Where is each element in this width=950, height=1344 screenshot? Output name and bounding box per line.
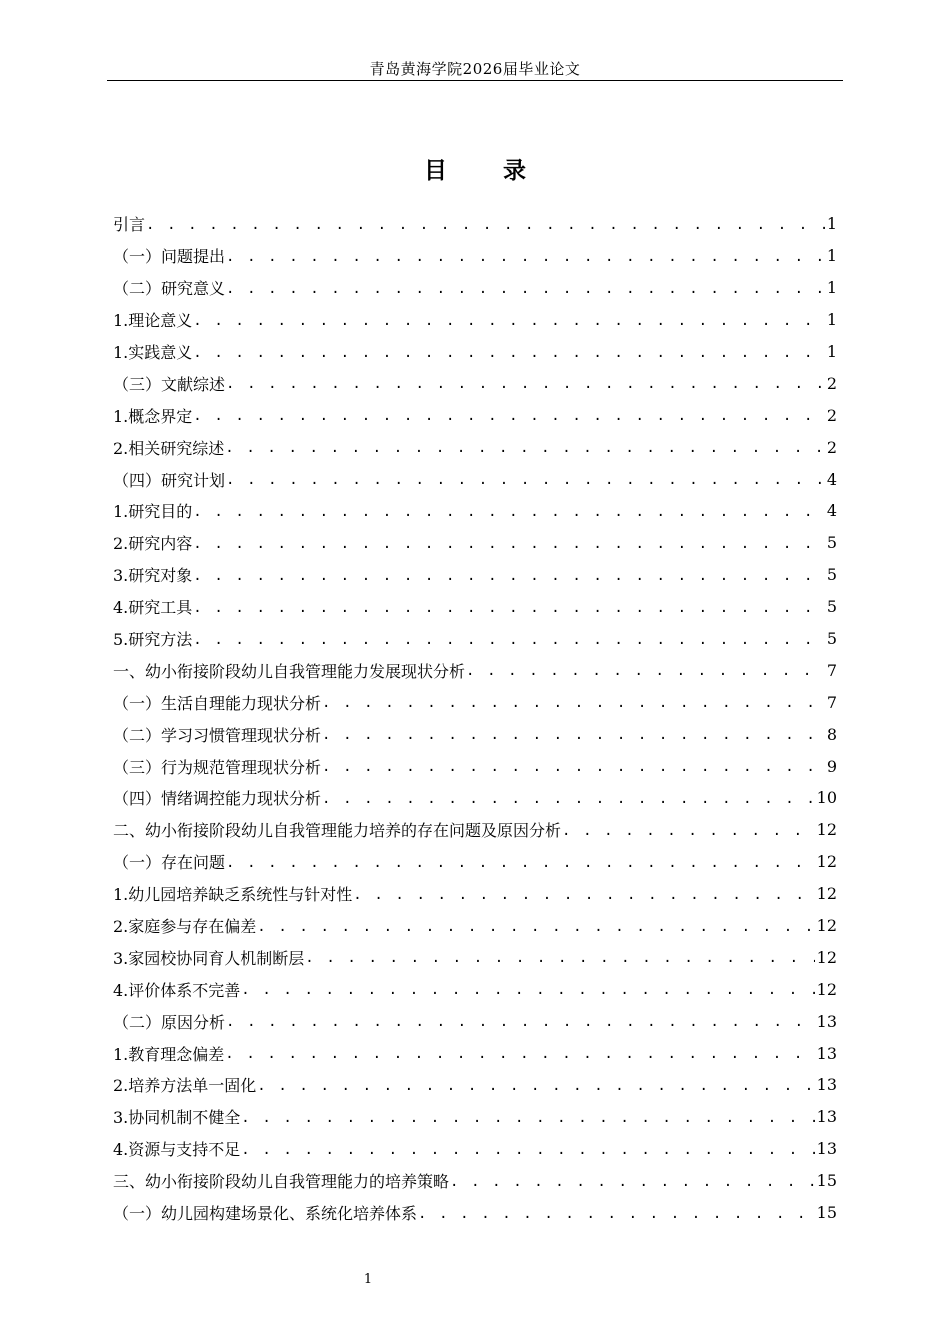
- toc-entry-label: 4.评价体系不完善: [113, 980, 241, 1000]
- toc-entry[interactable]: [113, 941, 837, 973]
- toc-entry-page: 1: [826, 342, 837, 361]
- toc-entry[interactable]: [113, 654, 837, 686]
- toc-entry[interactable]: [113, 973, 837, 1005]
- toc-entry-page: 13: [816, 1075, 837, 1095]
- toc-entry[interactable]: [113, 527, 837, 559]
- toc-entry[interactable]: [113, 846, 837, 878]
- toc-entry-page: 12: [816, 884, 837, 904]
- toc-dot-leader: [417, 1206, 815, 1222]
- toc-entry-page: 2: [826, 405, 837, 425]
- toc-entry-label: 2.相关研究综述: [113, 438, 225, 458]
- toc-entry-page: 2: [826, 373, 837, 393]
- toc-entry[interactable]: [113, 272, 837, 304]
- toc-entry-label: 2.培养方法单一固化: [113, 1076, 257, 1096]
- toc-entry-page: 13: [816, 1107, 837, 1127]
- toc-entry-page: 10: [816, 788, 837, 808]
- toc-entry-page: 5: [826, 533, 837, 553]
- toc-entry[interactable]: [113, 878, 837, 910]
- toc-dot-leader: [561, 823, 815, 839]
- toc-dot-leader: [465, 663, 825, 679]
- toc-entry-label: 1.研究目的: [113, 502, 193, 522]
- toc-dot-leader: [225, 472, 825, 488]
- toc-entry[interactable]: [113, 559, 837, 591]
- toc-dot-leader: [240, 1110, 814, 1126]
- toc-entry-label: 4.研究工具: [113, 598, 193, 618]
- toc-entry[interactable]: [113, 240, 837, 272]
- toc-entry-label: 引言: [113, 215, 146, 235]
- toc-entry-label: （三）行为规范管理现状分析: [113, 757, 322, 777]
- toc-entry[interactable]: [113, 591, 837, 623]
- toc-entry[interactable]: [113, 1069, 837, 1101]
- toc-entry-label: 1.幼儿园培养缺乏系统性与针对性: [113, 885, 353, 905]
- toc-dot-leader: [192, 313, 825, 329]
- toc-dot-leader: [225, 281, 825, 297]
- toc-entry-page: 1: [826, 214, 837, 234]
- toc-entry-label: （四）情绪调控能力现状分析: [113, 789, 322, 809]
- toc-entry-label: 3.研究对象: [113, 566, 193, 586]
- toc-entry[interactable]: [113, 623, 837, 655]
- toc-entry-label: （一）生活自理能力现状分析: [113, 693, 322, 713]
- toc-entry-page: 2: [826, 437, 837, 457]
- toc-entry-page: 13: [816, 1011, 837, 1031]
- toc-entry-page: 13: [816, 1139, 837, 1159]
- toc-entry-page: 5: [826, 629, 837, 649]
- toc-entry[interactable]: [113, 1005, 837, 1037]
- toc-entry[interactable]: [113, 495, 837, 527]
- toc-entry[interactable]: [113, 814, 837, 846]
- toc-entry[interactable]: [113, 304, 837, 336]
- toc-entry[interactable]: [113, 463, 837, 495]
- toc-entry-label: （一）存在问题: [113, 853, 226, 873]
- toc-entry-label: 1.理论意义: [113, 311, 193, 331]
- toc-entry-page: 15: [816, 1203, 837, 1223]
- toc-dot-leader: [321, 695, 825, 711]
- toc-dot-leader: [352, 887, 814, 903]
- toc-entry[interactable]: [113, 399, 837, 431]
- toc-dot-leader: [145, 217, 825, 233]
- toc-entry[interactable]: [113, 208, 837, 240]
- toc-dot-leader: [304, 950, 814, 966]
- toc-entry-label: 1.概念界定: [113, 406, 193, 426]
- toc-dot-leader: [240, 1142, 814, 1158]
- toc-entry-page: 15: [816, 1171, 837, 1191]
- toc-dot-leader: [225, 249, 825, 265]
- page-number: 1: [363, 1272, 373, 1287]
- toc-dot-leader: [225, 855, 815, 871]
- toc-entry-label: 3.家园校协同育人机制断层: [113, 948, 305, 968]
- toc-entry-page: 7: [826, 660, 837, 680]
- toc-dot-leader: [449, 1174, 815, 1190]
- toc-dot-leader: [192, 632, 825, 648]
- toc-entry-label: （二）学习习惯管理现状分析: [113, 725, 322, 745]
- toc-dot-leader: [321, 791, 815, 807]
- toc-title: 目 录: [423, 158, 550, 184]
- toc-entry-page: 1: [826, 310, 837, 330]
- toc-entry-page: 8: [826, 724, 837, 744]
- toc-entry-label: （一）幼儿园构建场景化、系统化培养体系: [113, 1204, 418, 1224]
- toc-entry-page: 5: [826, 565, 837, 585]
- toc-dot-leader: [192, 600, 825, 616]
- toc-entry-label: 2.研究内容: [113, 534, 193, 554]
- toc-entry-label: （二）原因分析: [113, 1012, 226, 1032]
- header-divider: [107, 80, 843, 81]
- toc-entry-label: 二、幼小衔接阶段幼儿自我管理能力培养的存在问题及原因分析: [113, 821, 562, 841]
- toc-dot-leader: [192, 345, 825, 361]
- toc-entry-label: 5.研究方法: [113, 630, 193, 650]
- toc-entry-page: 12: [816, 947, 837, 967]
- toc-entry[interactable]: [113, 1037, 837, 1069]
- toc-entry-page: 12: [816, 852, 837, 872]
- toc-entry[interactable]: [113, 1133, 837, 1165]
- toc-entry-page: 12: [816, 979, 837, 999]
- toc-entry[interactable]: [113, 782, 837, 814]
- toc-entry[interactable]: [113, 431, 837, 463]
- toc-dot-leader: [256, 1078, 814, 1094]
- toc-dot-leader: [256, 919, 814, 935]
- toc-entry[interactable]: [113, 686, 837, 718]
- toc-entry-page: 5: [826, 597, 837, 617]
- toc-entry[interactable]: [113, 1165, 837, 1197]
- toc-entry[interactable]: [113, 910, 837, 942]
- toc-entry[interactable]: [113, 718, 837, 750]
- toc-entry[interactable]: [113, 336, 837, 368]
- toc-entry-page: 9: [826, 756, 837, 776]
- toc-entry-page: 4: [826, 501, 837, 521]
- toc-dot-leader: [192, 504, 825, 520]
- toc-dot-leader: [192, 568, 825, 584]
- toc-dot-leader: [192, 408, 825, 424]
- toc-entry-page: 1: [826, 246, 837, 266]
- toc-entry-label: 三、幼小衔接阶段幼儿自我管理能力的培养策略: [113, 1172, 450, 1192]
- toc-entry-page: 12: [816, 916, 837, 936]
- toc-entry-label: 1.教育理念偏差: [113, 1044, 225, 1064]
- toc-dot-leader: [225, 1014, 815, 1030]
- toc-entry-label: （四）研究计划: [113, 470, 226, 490]
- toc-entry-label: 3.协同机制不健全: [113, 1108, 241, 1128]
- toc-dot-leader: [321, 759, 825, 775]
- toc-entry[interactable]: [113, 367, 837, 399]
- toc-entry-page: 1: [826, 278, 837, 298]
- toc-entry-label: 1.实践意义: [113, 343, 193, 362]
- toc-dot-leader: [192, 536, 825, 552]
- toc-dot-leader: [321, 727, 825, 743]
- toc-entry-label: （二）研究意义: [113, 279, 226, 299]
- toc-dot-leader: [224, 1046, 814, 1062]
- toc-entry[interactable]: [113, 750, 837, 782]
- toc-entry-label: （一）问题提出: [113, 247, 226, 267]
- toc-entry[interactable]: [113, 1197, 837, 1229]
- toc-entry-label: 2.家庭参与存在偏差: [113, 917, 257, 937]
- toc-entry-label: 一、幼小衔接阶段幼儿自我管理能力发展现状分析: [113, 661, 466, 681]
- toc-dot-leader: [224, 440, 825, 456]
- toc-dot-leader: [225, 376, 825, 392]
- toc-entry-page: 7: [826, 692, 837, 712]
- running-header: 青岛黄海学院2026届毕业论文: [369, 60, 581, 78]
- toc-entry-page: 13: [816, 1043, 837, 1063]
- toc-entry[interactable]: [113, 1101, 837, 1133]
- toc-entry-page: 12: [816, 820, 837, 840]
- toc-dot-leader: [240, 982, 814, 998]
- toc-entry-label: （三）文献综述: [113, 374, 226, 394]
- table-of-contents: [113, 208, 837, 1229]
- toc-entry-label: 4.资源与支持不足: [113, 1140, 241, 1160]
- toc-entry-page: 4: [826, 469, 837, 489]
